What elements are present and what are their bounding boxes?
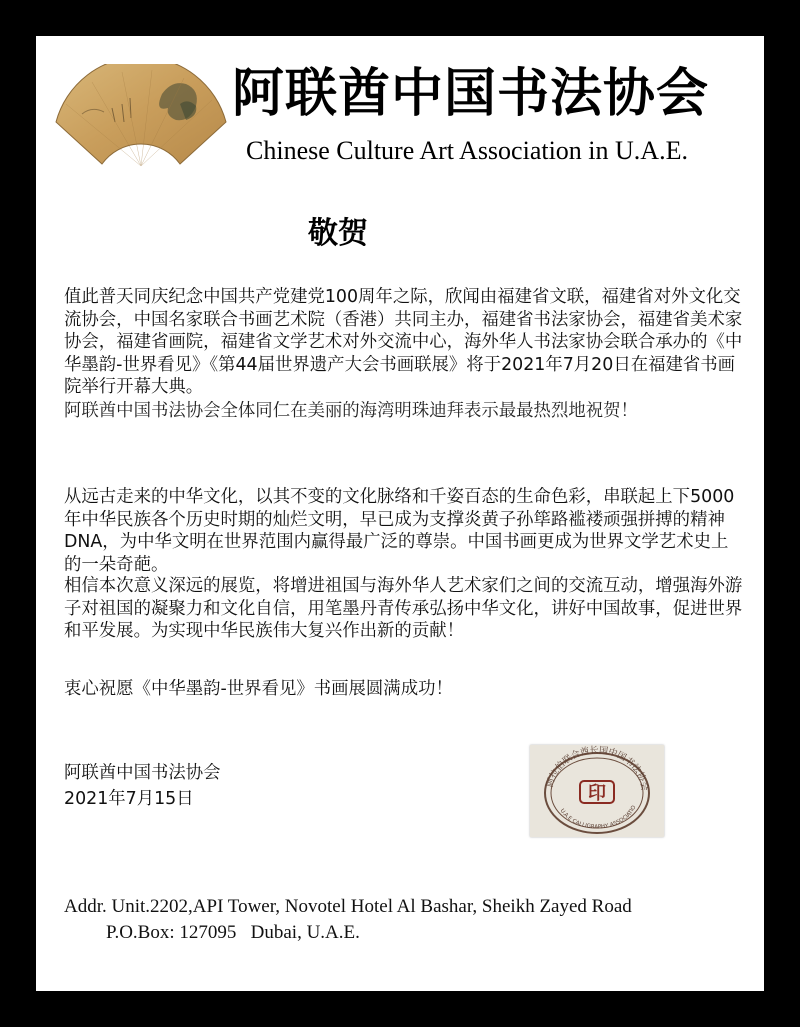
seal-ring-text-cn: 阿拉伯联合酋长国中国书法协会 — [545, 745, 650, 792]
address-line-pobox: P.O.Box: 127095 Dubai, U.A.E. — [106, 922, 360, 943]
association-title-english: Chinese Culture Art Association in U.A.E. — [246, 136, 688, 165]
letter-page — [36, 36, 764, 991]
seal-graphic — [530, 745, 664, 837]
address-block — [64, 894, 744, 946]
signature-organization: 阿联酋中国书法协会 — [64, 763, 221, 783]
paragraph-congratulations: 阿联酋中国书法协会全体同仁在美丽的海湾明珠迪拜表示最最热烈地祝贺！ — [64, 401, 638, 421]
seal-center-glyph: 印 — [588, 783, 606, 804]
paragraph-exhibition-significance: 相信本次意义深远的展览，将增进祖国与海外华人艺术家们之间的交流互动，增强海外游子对祖国的凝聚力和文化自信，用笔墨丹青传承弘扬中华文化，讲好中国故事，促进世界和平发展。为实现中华民族伟大复兴作出新的贡献！ — [64, 576, 743, 641]
signature-block — [64, 760, 221, 812]
signature-date: 2021年7月15日 — [64, 789, 194, 809]
association-title-chinese: 阿联酋中国书法协会 — [232, 64, 710, 124]
paragraph-best-wishes: 衷心祝愿《中华墨韵-世界看见》书画展圆满成功！ — [64, 679, 453, 699]
association-seal-stamp — [530, 745, 664, 837]
greeting-heading: 敬贺 — [308, 216, 368, 251]
folding-fan-painting-logo — [52, 64, 230, 168]
seal-ring-text-en: U.A.E CALLIGRAPHY ASSOCIATIO — [558, 804, 638, 831]
paragraph-event-announcement: 值此普天同庆纪念中国共产党建党100周年之际，欣闻由福建省文联，福建省对外文化交流协会，中国名家联合书画艺术院（香港）共同主办，福建省书法家协会，福建省美术家协会，福建省画院，福建省文学艺术对外交流中心，海外华人书法家协会联合承办的《中华墨韵-世界看见》《第44届世界遗产大会书画联展》将于2021年7月20日在福建省书画院举行开幕大典。 — [64, 287, 743, 397]
paragraph-chinese-culture: 从远古走来的中华文化，以其不变的文化脉络和千姿百态的生命色彩，串联起上下5000年中华民族各个历史时期的灿烂文明，早已成为支撑炎黄子孙筚路褴褛顽强拼搏的精神DNA，为中华文明在世界范围内赢得最广泛的尊崇。中国书画更成为世界文学艺术史上的一朵奇葩。 — [64, 487, 735, 575]
address-line-street: Addr. Unit.2202,API Tower, Novotel Hotel Al Bashar, Sheikh Zayed Road — [64, 896, 632, 917]
